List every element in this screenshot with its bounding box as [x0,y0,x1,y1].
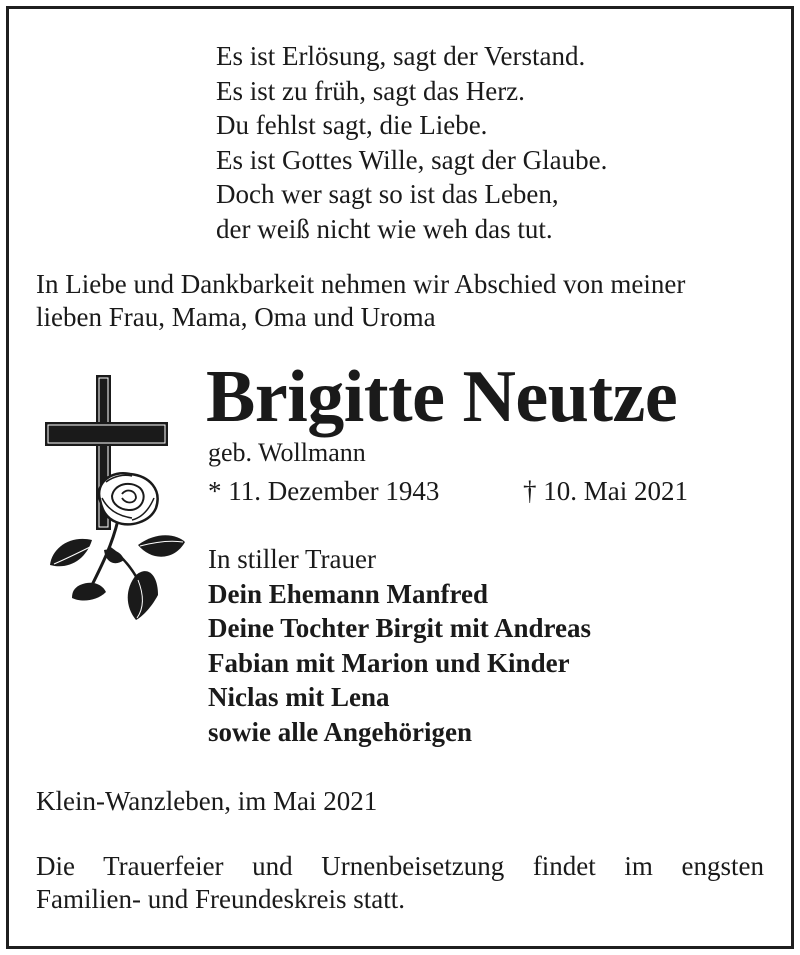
intro-text [36,268,776,334]
poem [216,39,607,246]
birth-date: * 11. Dezember 1943 [208,476,440,506]
poem-line: Du fehlst sagt, die Liebe. [216,110,488,140]
place-and-date: Klein-Wanzleben, im Mai 2021 [36,786,378,816]
mourners-list [208,542,591,749]
mourner-entry: sowie alle Angehörigen [208,716,472,747]
mourner-entry: Niclas mit Lena [208,682,390,712]
funeral-notice [36,850,764,916]
notice-line: Familien- und Freundeskreis statt. [36,884,405,914]
poem-line: Es ist Gottes Wille, sagt der Glaube. [216,144,608,175]
maiden-name: geb. Wollmann [208,438,366,467]
intro-line: In Liebe und Dankbarkeit nehmen wir Abschied von meiner [36,269,686,299]
poem-line: der weiß nicht wie weh das tut. [216,213,553,244]
poem-line: Doch wer sagt so ist das Leben, [216,179,559,209]
cross-icon [40,370,190,630]
notice-line: Die Trauerfeier und Urnenbeisetzung findet im engsten [36,851,764,881]
mourner-entry: Fabian mit Marion und Kinder [208,647,570,678]
mourners-heading: In stiller Trauer [208,544,376,574]
poem-line: Es ist zu früh, sagt das Herz. [216,75,525,106]
deceased-name: Brigitte Neutze [206,356,678,438]
mourner-entry: Deine Tochter Birgit mit Andreas [208,613,591,643]
mourner-entry: Dein Ehemann Manfred [208,578,489,609]
intro-line: lieben Frau, Mama, Oma und Uroma [36,302,436,332]
poem-line: Es ist Erlösung, sagt der Verstand. [216,41,586,71]
death-date: † 10. Mai 2021 [523,476,688,506]
rose-icon [50,473,185,620]
cross-and-rose-emblem [40,370,190,630]
